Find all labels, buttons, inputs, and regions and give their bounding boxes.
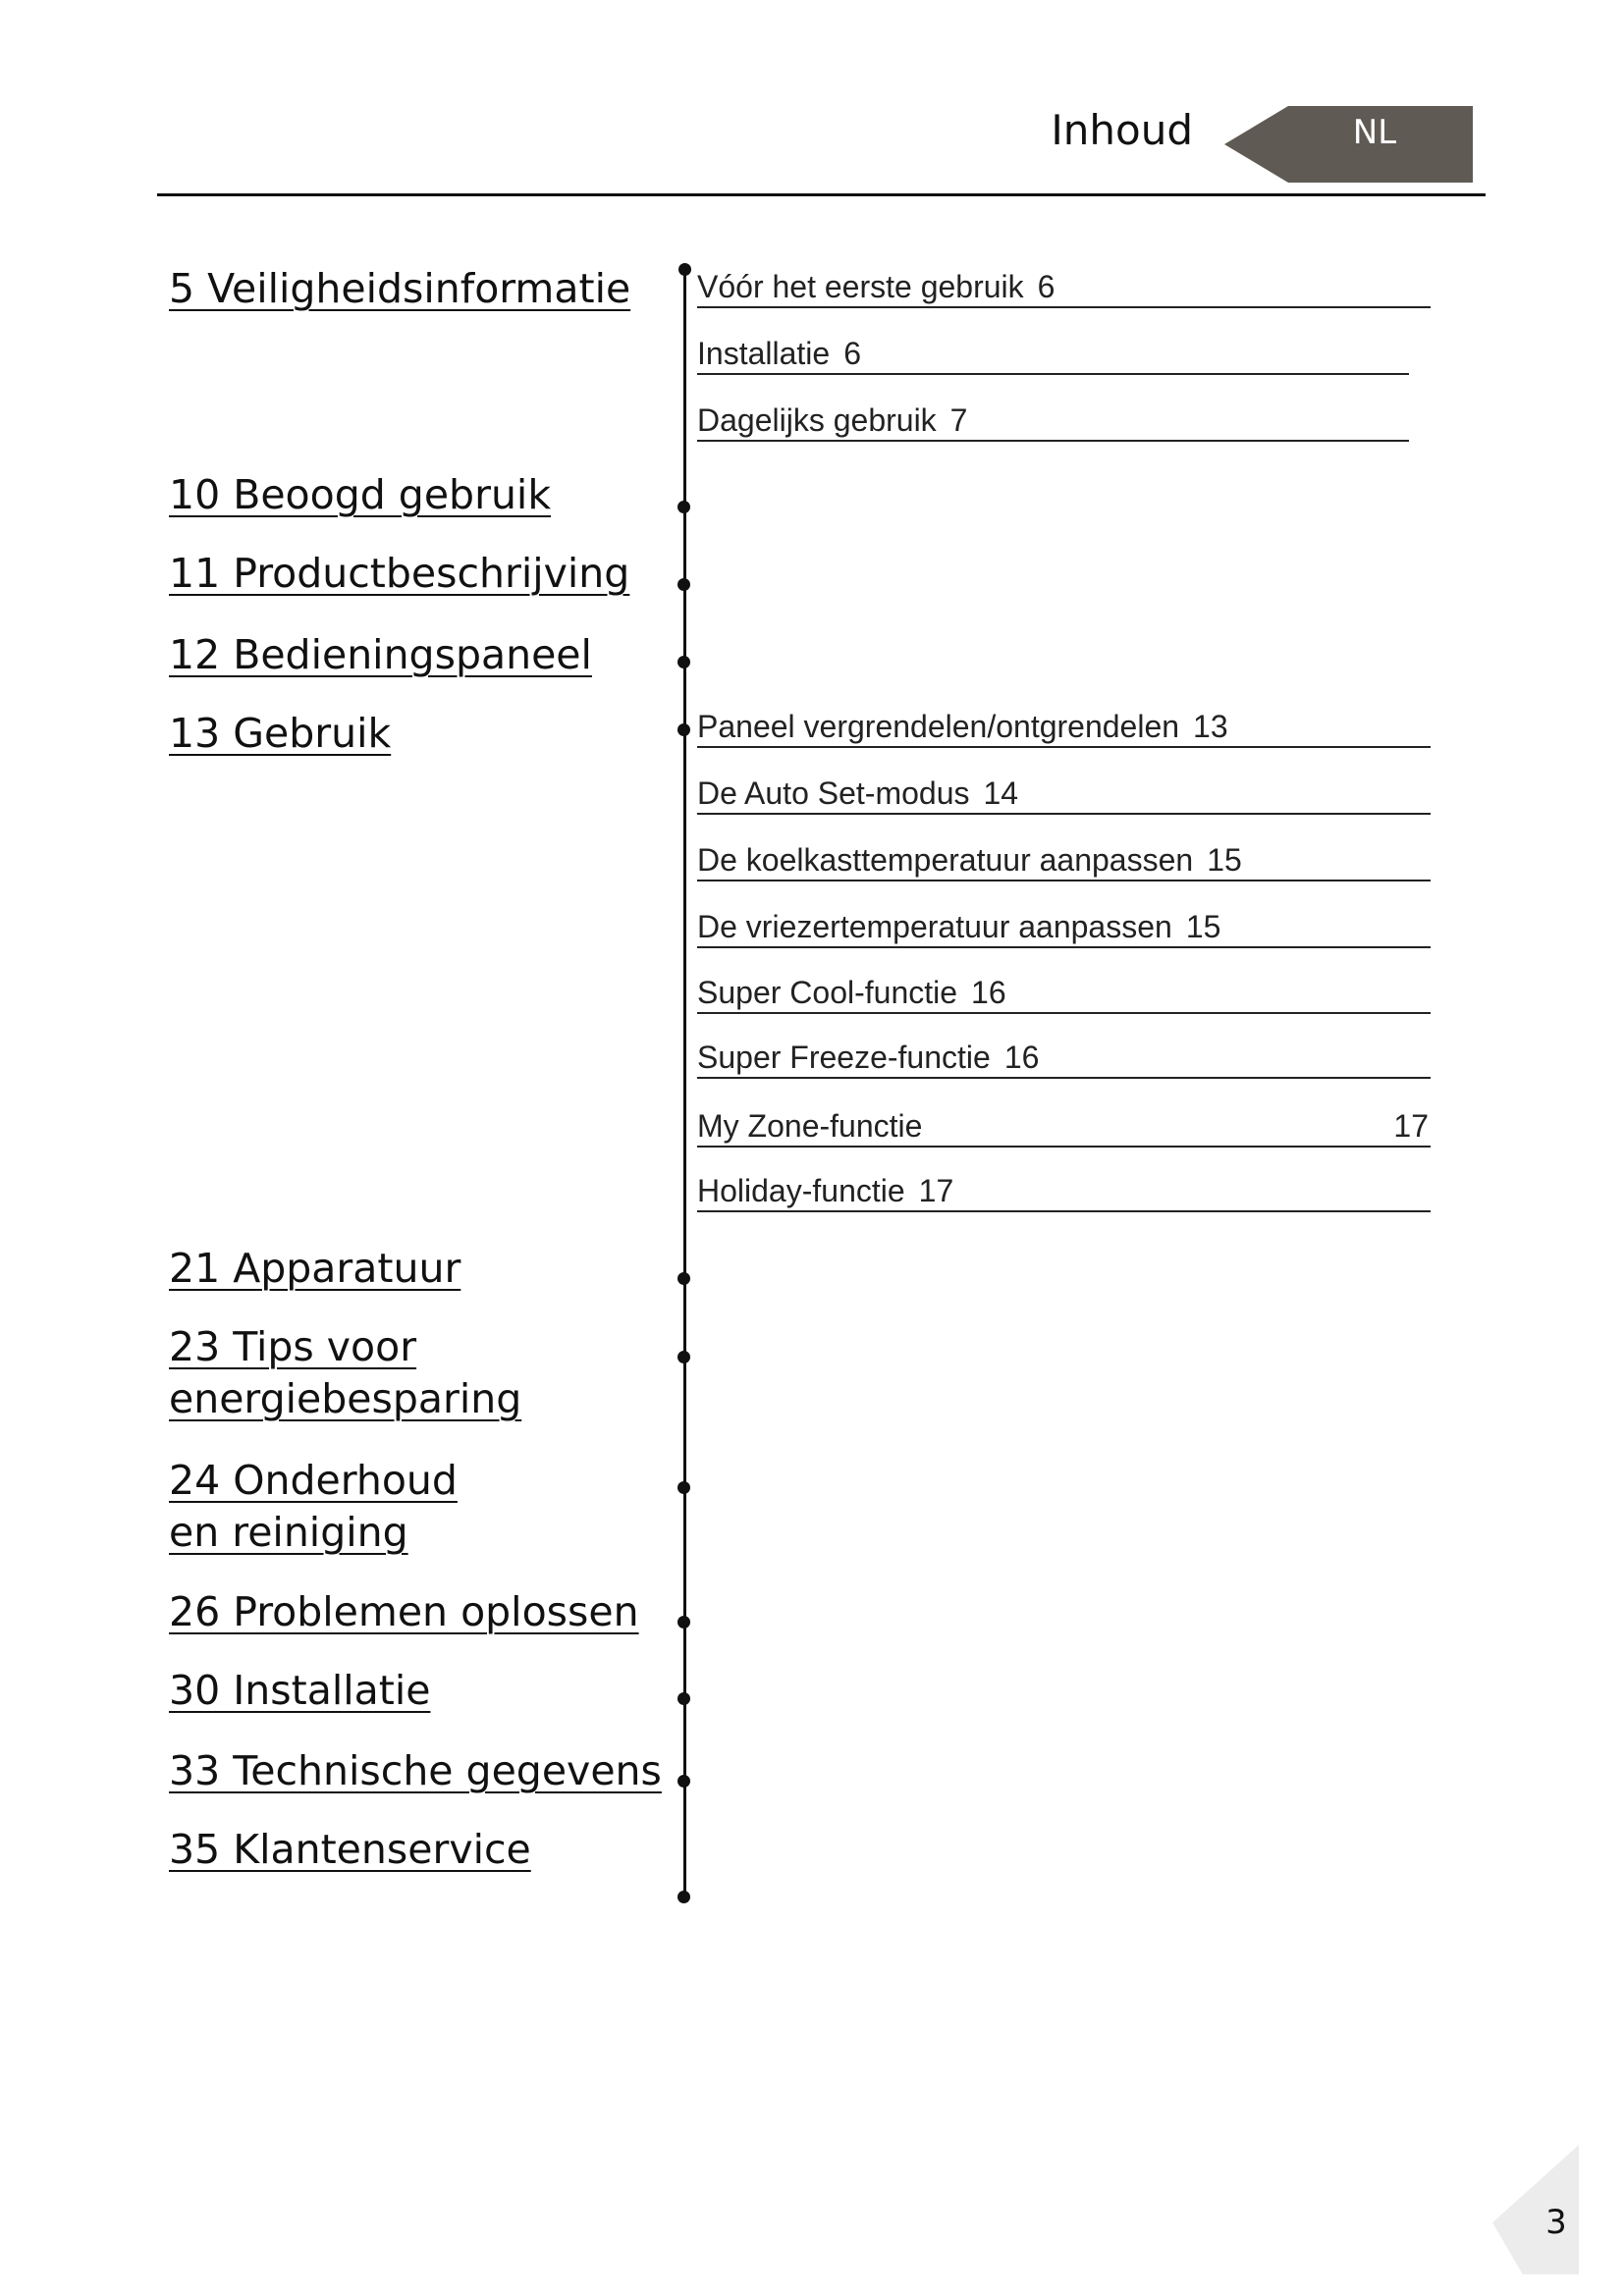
toc-subsection[interactable] (697, 909, 1431, 948)
page-title: Inhoud (1051, 106, 1193, 154)
timeline-dot (677, 1775, 690, 1788)
timeline-dot (677, 1351, 690, 1363)
toc-subsection-label: Holiday-functie (697, 1173, 905, 1208)
toc-subsection-page: 15 (1185, 909, 1221, 944)
toc-chapter-veiligheidsinformatie[interactable]: 5 Veiligheidsinformatie (169, 265, 631, 312)
toc-subsection-page: 16 (971, 975, 1006, 1010)
toc-subsection-page: 6 (843, 336, 861, 371)
toc-subsection-label: De Auto Set-modus (697, 775, 970, 811)
toc-subsection-page: 7 (949, 402, 968, 438)
toc-subsection-label: De koelkasttemperatuur aanpassen (697, 842, 1194, 878)
timeline-dot (677, 1616, 690, 1629)
toc-chapter-bedieningspaneel[interactable]: 12 Bedieningspaneel (169, 631, 592, 678)
toc-subsection-label: Paneel vergrendelen/ontgrendelen (697, 709, 1180, 744)
timeline-dot (677, 1481, 690, 1494)
toc-chapter-klantenservice[interactable]: 35 Klantenservice (169, 1826, 531, 1873)
toc-chapter-tips-energiebesparing-line1[interactable]: 23 Tips voor (169, 1323, 417, 1370)
toc-subsection[interactable] (697, 402, 1409, 442)
toc-subsection[interactable] (697, 336, 1409, 375)
language-label: NL (1352, 113, 1397, 152)
toc-subsection-page: 14 (983, 775, 1019, 811)
toc-chapter-beoogd-gebruik[interactable]: 10 Beoogd gebruik (169, 471, 552, 518)
toc-subsection[interactable] (697, 975, 1431, 1014)
toc-chapter-apparatuur[interactable]: 21 Apparatuur (169, 1245, 461, 1292)
toc-chapter-tips-energiebesparing-line2[interactable]: energiebesparing (169, 1375, 522, 1422)
toc-subsection[interactable] (697, 775, 1431, 815)
header-divider (157, 193, 1486, 196)
timeline-dot (677, 501, 690, 513)
toc-subsection-label: My Zone-functie (697, 1108, 923, 1144)
toc-subsection-label: Super Freeze-functie (697, 1040, 991, 1075)
toc-subsection[interactable] (697, 709, 1431, 748)
toc-subsection[interactable] (697, 1040, 1431, 1079)
timeline-dot (677, 723, 690, 736)
timeline-dot (677, 1692, 690, 1705)
toc-subsection-label: Dagelijks gebruik (697, 402, 937, 438)
timeline-dot (677, 1891, 690, 1903)
timeline-dot (677, 656, 690, 668)
toc-chapter-problemen-oplossen[interactable]: 26 Problemen oplossen (169, 1588, 639, 1635)
toc-chapter-installatie[interactable]: 30 Installatie (169, 1667, 431, 1714)
page-number: 3 (1545, 2203, 1567, 2242)
toc-subsection-page: 6 (1037, 269, 1056, 304)
toc-subsection[interactable] (697, 1173, 1431, 1212)
toc-subsection-page: 17 (918, 1173, 954, 1208)
toc-subsection-label: Vóór het eerste gebruik (697, 269, 1024, 304)
toc-chapter-gebruik[interactable]: 13 Gebruik (169, 710, 392, 757)
toc-subsection-page: 17 (1393, 1108, 1429, 1144)
timeline-dot (677, 1272, 690, 1285)
toc-subsection[interactable] (697, 842, 1431, 881)
toc-subsection-page: 15 (1207, 842, 1242, 878)
toc-chapter-productbeschrijving[interactable]: 11 Productbeschrijving (169, 550, 630, 597)
toc-chapter-onderhoud-reiniging-line2[interactable]: en reiniging (169, 1509, 408, 1556)
toc-subsection[interactable] (697, 269, 1431, 308)
timeline-dot (678, 263, 691, 276)
toc-subsection-page: 16 (1003, 1040, 1040, 1075)
toc-chapter-onderhoud-reiniging-line1[interactable]: 24 Onderhoud (169, 1457, 458, 1504)
toc-chapter-technische-gegevens[interactable]: 33 Technische gegevens (169, 1747, 662, 1794)
toc-subsection[interactable] (697, 1108, 1431, 1148)
toc-subsection-label: De vriezertemperatuur aanpassen (697, 909, 1172, 944)
toc-subsection-label: Super Cool-functie (697, 975, 958, 1010)
toc-subsection-page: 13 (1193, 709, 1228, 744)
toc-subsection-label: Installatie (697, 336, 831, 371)
timeline-dot (677, 578, 690, 591)
